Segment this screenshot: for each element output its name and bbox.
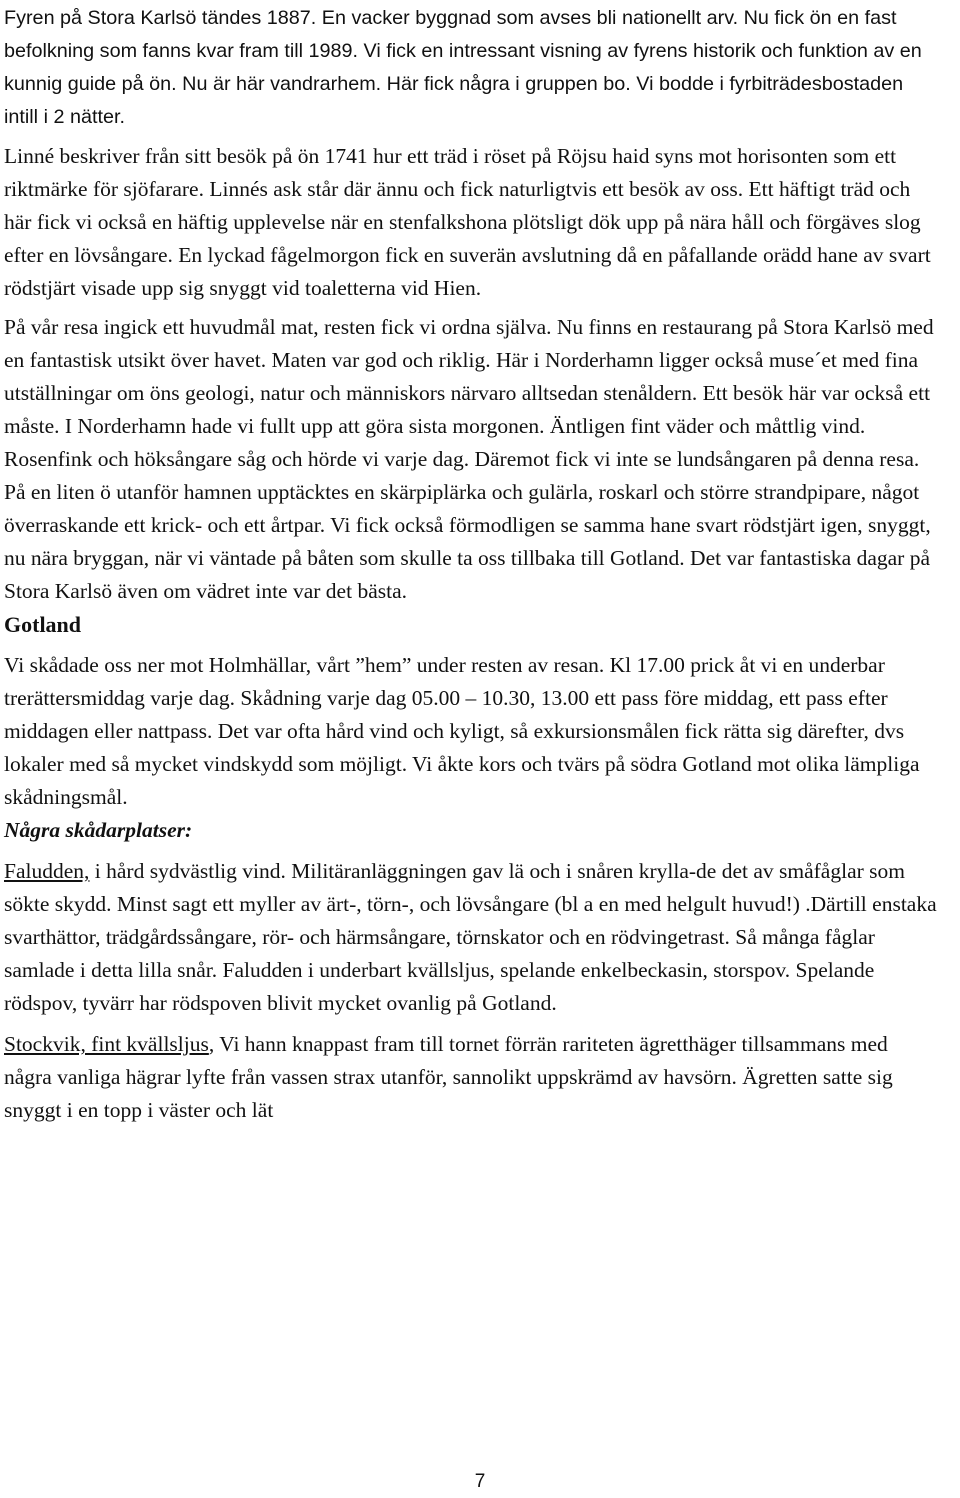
paragraph-lighthouse: Fyren på Stora Karlsö tändes 1887. En vacker byggnad som avses bli nationellt arv. Nu fick ön en fast befolkning som fanns kvar fram till 1989. Vi fick en intressant visning av fyrens historik och funktion av en kunnig guide på ön. Nu är här vandrarhem. Här fick några i gruppen bo. Vi bodde i fyrbiträdesbostaden intill i 2 nätter. [4,7,922,128]
subheading-birding-sites: Några skådarplatser: [4,818,193,842]
page-number: 7 [474,1471,486,1492]
section-heading-gotland: Gotland [4,612,82,637]
paragraph-food-museum: På vår resa ingick ett huvudmål mat, resten fick vi ordna själva. Nu finns en restaurang på Stora Karlsö med en fantastisk utsikt över havet. Maten var god och riklig. Här i Norderhamn ligger också muse´et med fina utställningar om öns geologi, natur och människors närvaro alltsedan stenåldern. Ett besök här var också ett måste. I Norderhamn hade vi fullt upp att göra sista morgonen. Äntligen fint väder och måttlig vind. Rosenfink och höksångare såg och hörde vi varje dag. Däremot fick vi inte se lundsångaren på denna resa. På en liten ö utanför hamnen upptäcktes en skärpiplärka och gulärla, roskarl och större strandpipare, något överraskande ett krick- och ett årtpar. Vi fick också förmodligen se samma hane svart rödstjärt igen, snyggt, nu nära bryggan, när vi väntade på båten som skulle ta oss tillbaka till Gotland. Det var fantastiska dagar på Stora Karlsö även om vädret inte var det bästa. [4,315,934,603]
paragraph-faludden [4,855,940,1020]
faludden-description: i hård sydvästlig vind. Militäranläggningen gav lä och i snåren krylla-de det av småfåglar som sökte skydd. Minst sagt ett myller av ärt-, törn-, och lövsångare (bl a en med helgult huvud!) .Därtill enstaka svarthättor, trädgårdssångare, rör- och härmsångare, törnskator och en rödvingetrast. Så många fåglar samlade i detta lilla snår. Faludden i underbart kvällsljus, spelande enkelbeckasin, storspov. Spelande rödspov, tyvärr har rödspoven blivit mycket ovanlig på Gotland. [4,859,937,1015]
paragraph-stockvik [4,1028,940,1127]
place-name-stockvik: Stockvik, fint kvällsljus [4,1032,209,1056]
stockvik-description: , Vi hann knappast fram till tornet förrän rariteten ägretthäger tillsammans med några vanliga hägrar lyfte från vassen strax utanför, sannolikt uppskrämd av havsörn. Ägretten satte sig snyggt i en topp i väster och lät [4,1032,893,1122]
paragraph-linne: Linné beskriver från sitt besök på ön 1741 hur ett träd i röset på Röjsu haid syns mot horisonten som ett riktmärke för sjöfarare. Linnés ask står där ännu och fick naturligtvis ett besök av oss. Ett häftigt träd och här fick vi också en häftig upplevelse när en stenfalkshona plötsligt dök upp på nära håll och förgäves slog efter en lövsångare. En lyckad fågelmorgon fick en suverän avslutning då en påfallande orädd hane av svart rödstjärt visade upp sig snyggt vid toaletterna vid Hien. [4,144,931,300]
place-name-faludden: Faludden, [4,859,90,883]
paragraph-gotland: Vi skådade oss ner mot Holmhällar, vårt ”hem” under resten av resan. Kl 17.00 prick åt vi en underbar trerättersmiddag varje dag. Skådning varje dag 05.00 – 10.30, 13.00 ett pass före middag, ett pass efter middagen eller nattpass. Det var ofta hård vind och kyligt, så exkursionsmålen fick rätta sig därefter, dvs lokaler med så mycket vindskydd som möjligt. Vi åkte kors och tvärs på södra Gotland mot olika lämpliga skådningsmål. [4,653,920,809]
